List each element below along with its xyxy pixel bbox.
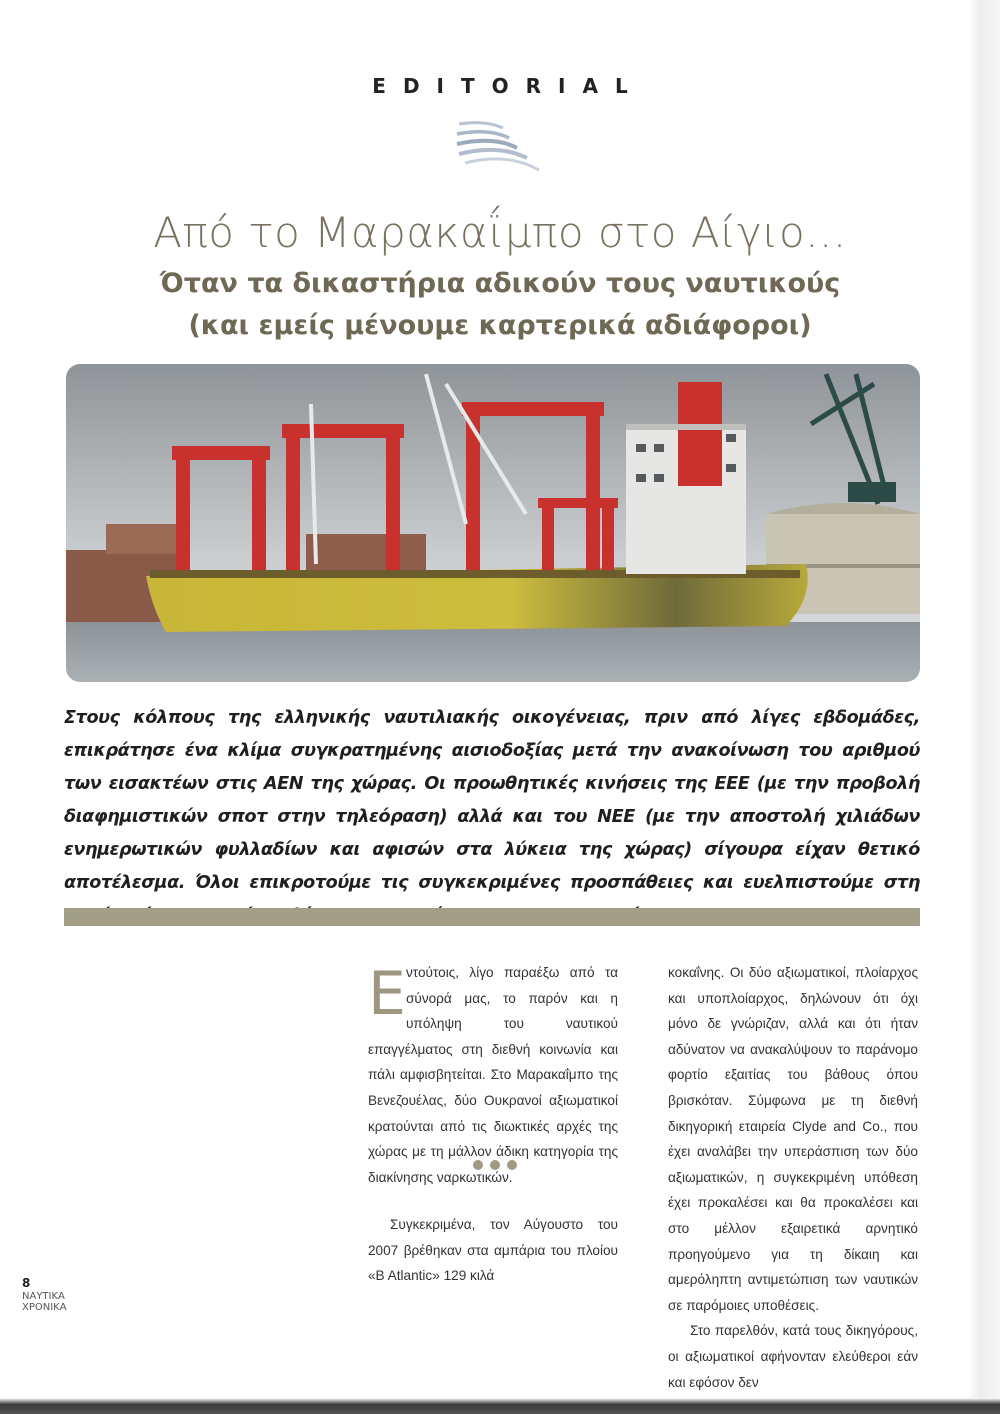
divider-bar — [64, 908, 920, 926]
headline-title: Από το Μαρακαΐμπο στο Αίγιο... — [153, 208, 847, 257]
dots-separator — [470, 1160, 520, 1174]
right-paragraph-1: κοκαΐνης. Οι δύο αξιωματικοί, πλοίαρχος και υποπλοίαρχος, δηλώνουν ότι όχι μόνο δε γνώριζαν, αλλά και ότι ήταν αδύνατον να ανακαλύψουν το παράνομο φορτίο εξαιτίας του βάθους όπου βρισκόταν. Σύμφωνα με τη διεθνή δικηγορική εταιρεία Clyde and Co., που έχει αναλάβει την υπεράσπιση των δύο αξιωματικών, η συγκεκριμένη υπόθεση έχει προκαλέσει και θα προκαλέσει και στο μέλλον εξαιρετικά αρνητικό προηγούμενο για τη δίκαιη και αμερόληπτη αντιμετώπιση των ναυτικών σε παρόμοιες υποθέσεις. — [668, 965, 918, 1313]
headline-subtitle-2: (και εμείς μένουμε καρτερικά αδιάφοροι) — [188, 310, 812, 341]
left-paragraph-2: Συγκεκριμένα, τον Αύγουστο του 2007 βρέθηκαν στα αμπάρια του πλοίου «B Atlantic» 129 κιλά — [368, 1217, 618, 1284]
right-paragraph-2: Στο παρελθόν, κατά τους δικηγόρους, οι αξιωματικοί αφήνονταν ελεύθεροι εάν και εφόσον δεν — [668, 1323, 918, 1390]
page-number: 8 — [22, 1276, 31, 1290]
dropcap: Ε — [368, 959, 406, 1029]
lead-paragraph: Στους κόλπους της ελληνικής ναυτιλιακής οικογένειας, πριν από λίγες εβδομάδες, επικράτησε ένα κλίμα συγκρατημένης αισιοδοξίας μετά την ανακοίνωση του αριθμού των εισακτέων στις ΑΕΝ της χώρας. Οι προωθητικές κινήσεις της ΕΕΕ (με την προβολή διαφημιστικών σποτ στην τηλεόραση) αλλά και του ΝΕΕ (με την αποστολή χιλιάδων ενημερωτικών φυλλαδίων και αφισών στα λύκεια της χώρας) σίγουρα είχαν θετικό αποτέλεσμα. Όλοι επικροτούμε τις συγκεκριμένες προσπάθειες και ευελπιστούμε στη — [64, 708, 920, 893]
cargo-ship-photo — [66, 364, 920, 682]
headline-subtitle-1: Όταν τα δικαστήρια αδικούν τους ναυτικούς — [159, 268, 841, 299]
body-column-left-continued — [368, 1212, 618, 1289]
magazine-name-line1: ΝΑΥΤΙΚΑ — [22, 1291, 65, 1302]
page-bottom-edge — [0, 1398, 1000, 1414]
body-column-right — [668, 960, 918, 1395]
section-label: EDITORIAL — [372, 74, 645, 98]
dot — [473, 1160, 483, 1170]
page-footer — [22, 1278, 82, 1313]
magazine-name-line2: ΧΡΟΝΙΚΑ — [22, 1302, 67, 1313]
dot — [490, 1160, 500, 1170]
body-column-left — [368, 960, 618, 1190]
left-paragraph-1: ντούτοις, λίγο παραέξω από τα σύνορά μας, το παρόν και η υπόληψη του ναυτικού επαγγέλματος στη διεθνή κοινωνία και πάλι αμφισβητείται. Στο Μαρακαΐμπο της Βενεζουέλας, δύο Ουκρανοί αξιωματικοί κρατούνται από τις διωκτικές αρχές της χώρας με τη μάλλον άδικη κατηγορία της διακίνησης ναρκωτικών. — [368, 965, 618, 1185]
waves-icon — [455, 118, 545, 172]
dot — [507, 1160, 517, 1170]
